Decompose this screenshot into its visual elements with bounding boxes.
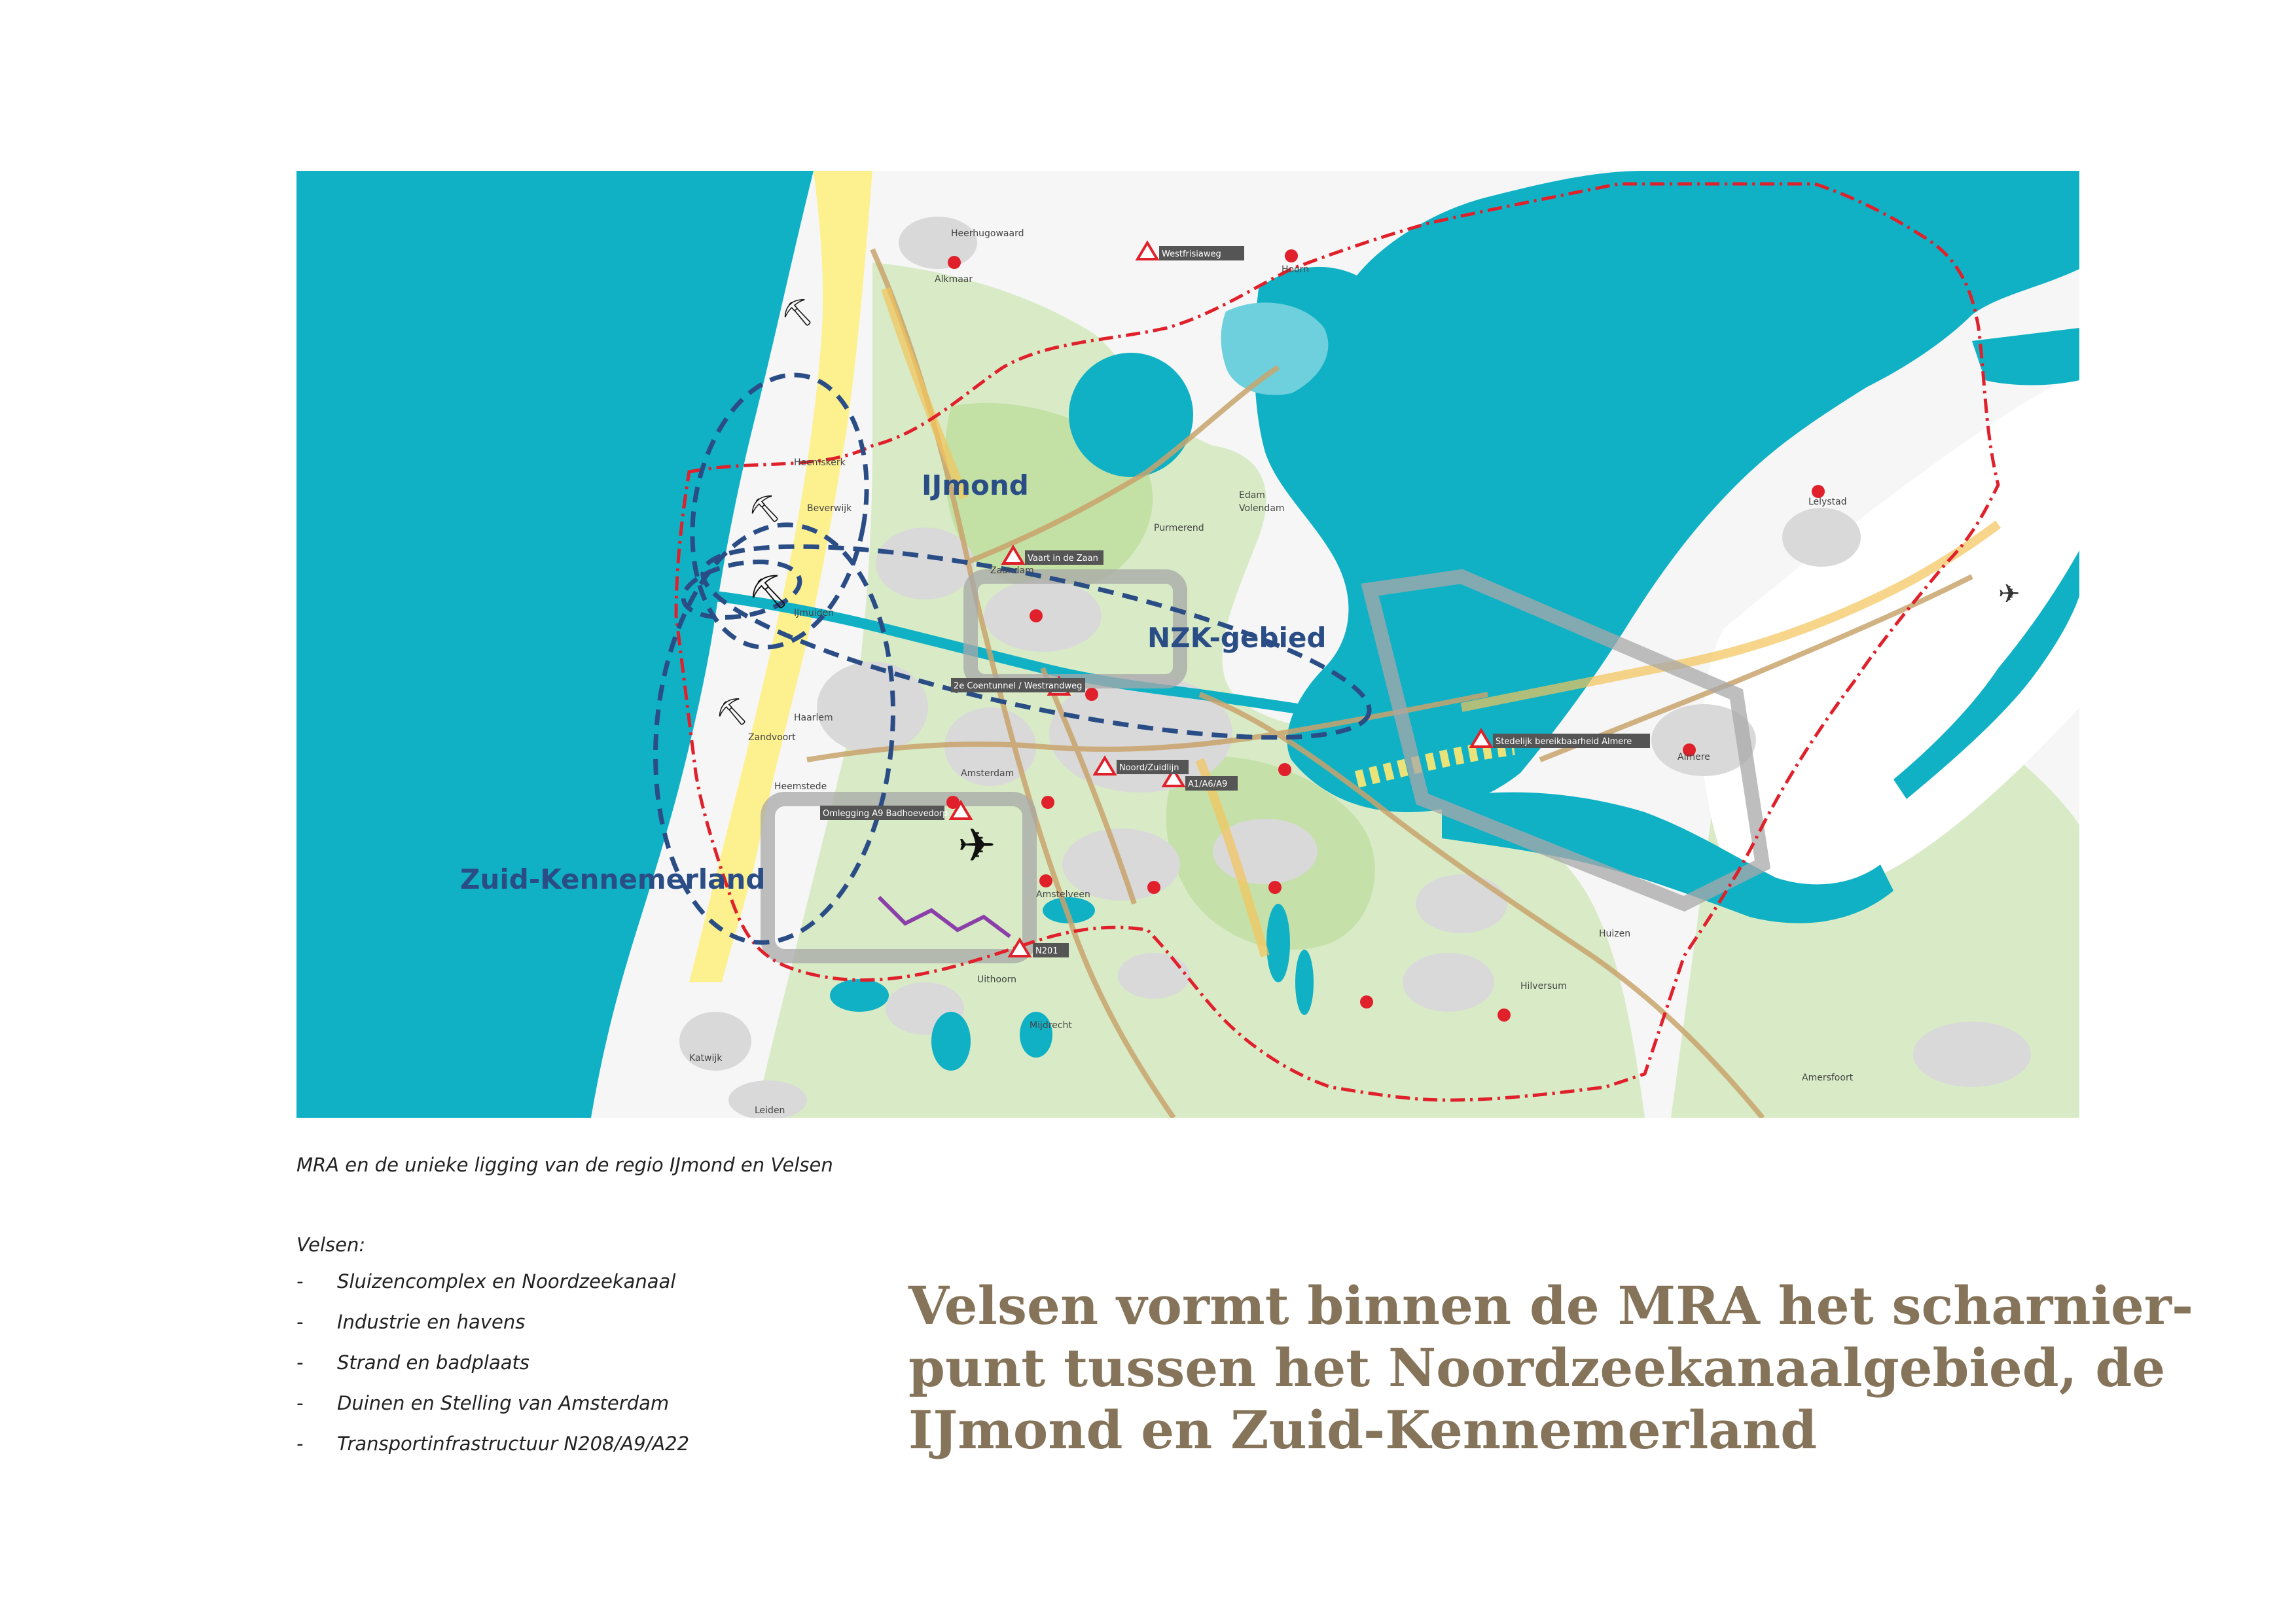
tag-westfrisiaweg [1159,246,1244,260]
label-huizen: Huizen [1599,929,1631,939]
label-ijmond: IJmond [922,469,1029,501]
svg-text:N201: N201 [1035,946,1058,956]
label-lelystad: Lelystad [1808,497,1847,507]
velsen-features-list [296,1270,689,1472]
list-item [296,1270,689,1310]
tag-noordzuidlijn [1117,760,1189,774]
list-item-label: Transportinfrastructuur N208/A9/A22 [337,1433,690,1455]
list-item-label: Strand en badplaats [337,1351,529,1374]
pickaxe-icon: ⛏ [781,298,814,328]
tag-almere-link [1493,734,1650,748]
tag-coentunnel [951,678,1085,692]
label-amsterdam: Amsterdam [961,768,1014,779]
reservoir [1069,353,1193,477]
list-dash: - [296,1433,304,1455]
label-zuid-kennemerland: Zuid-Kennemerland [460,863,766,895]
label-beverwijk: Beverwijk [807,503,852,514]
tag-omlegging [820,806,948,820]
list-item-label: Duinen en Stelling van Amsterdam [337,1392,670,1414]
airport-icon-lelystad: ✈ [1998,579,2020,609]
headline-line-3: IJmond en Zuid-Kennemerland [908,1399,1818,1461]
label-velsen: IJmuiden [794,608,834,618]
label-hilversum: Hilversum [1520,981,1567,991]
label-zandvoort: Zandvoort [748,732,796,743]
label-zaandam: Zaandam [990,565,1034,576]
airport-icon: ✈ [958,819,996,872]
label-katwijk: Katwijk [689,1053,723,1063]
label-leiden: Leiden [755,1105,785,1116]
headline-line-2: punt tussen het Noordzeekanaalgebied, de [908,1337,2166,1399]
velsen-list-title: Velsen: [296,1234,366,1256]
sluice-icon: ⛏ [748,573,790,611]
label-heemskerk: Heemskerk [794,457,846,468]
svg-text:Stedelijk bereikbaarheid Almer: Stedelijk bereikbaarheid Almere [1496,737,1632,747]
svg-text:Noord/Zuidlijn: Noord/Zuidlijn [1119,763,1179,773]
list-dash: - [296,1351,304,1374]
label-heerhugowaard: Heerhugowaard [951,228,1024,239]
label-heemstede: Heemstede [774,781,827,792]
list-dash: - [296,1311,304,1333]
label-amstelveen: Amstelveen [1036,889,1090,900]
svg-text:A1/A6/A9: A1/A6/A9 [1188,779,1228,789]
list-item [296,1391,689,1432]
svg-text:2e Coentunnel / Westrandweg: 2e Coentunnel / Westrandweg [954,681,1083,691]
headline [908,1275,2194,1461]
list-item [296,1310,689,1351]
label-hoorn: Hoorn [1282,264,1310,275]
regional-map [296,171,2079,1118]
label-nzk: NZK-gebied [1147,622,1327,654]
tag-zaan [1025,550,1103,565]
svg-text:Omlegging A9 Badhoevedorp: Omlegging A9 Badhoevedorp [823,809,948,819]
tag-n201 [1033,943,1069,957]
label-almere: Almere [1677,752,1710,762]
svg-text:Vaart in de Zaan: Vaart in de Zaan [1028,554,1098,563]
list-dash: - [296,1392,304,1414]
label-edam: Edam [1239,490,1265,501]
list-item [296,1351,689,1391]
label-haarlem: Haarlem [794,713,833,723]
label-mijdrecht: Mijdrecht [1030,1020,1072,1031]
label-amersfoort: Amersfoort [1802,1073,1854,1083]
label-purmerend: Purmerend [1154,523,1204,533]
label-alkmaar: Alkmaar [935,274,973,285]
headline-line-1: Velsen vormt binnen de MRA het scharnier- [908,1275,2194,1336]
tag-a1a6a9 [1185,776,1238,791]
list-item-label: Sluizencomplex en Noordzeekanaal [337,1270,676,1293]
list-dash: - [296,1270,304,1293]
list-item [296,1432,689,1472]
map-caption: MRA en de unieke ligging van de regio IJmond en Velsen [296,1154,833,1176]
label-volendam: Volendam [1239,503,1285,514]
list-item-label: Industrie en havens [337,1311,526,1333]
pickaxe-icon-3: ⛏ [715,697,749,727]
label-uithoorn: Uithoorn [977,974,1017,985]
svg-text:Westfrisiaweg: Westfrisiaweg [1162,249,1221,259]
pickaxe-icon-2: ⛏ [748,494,781,524]
